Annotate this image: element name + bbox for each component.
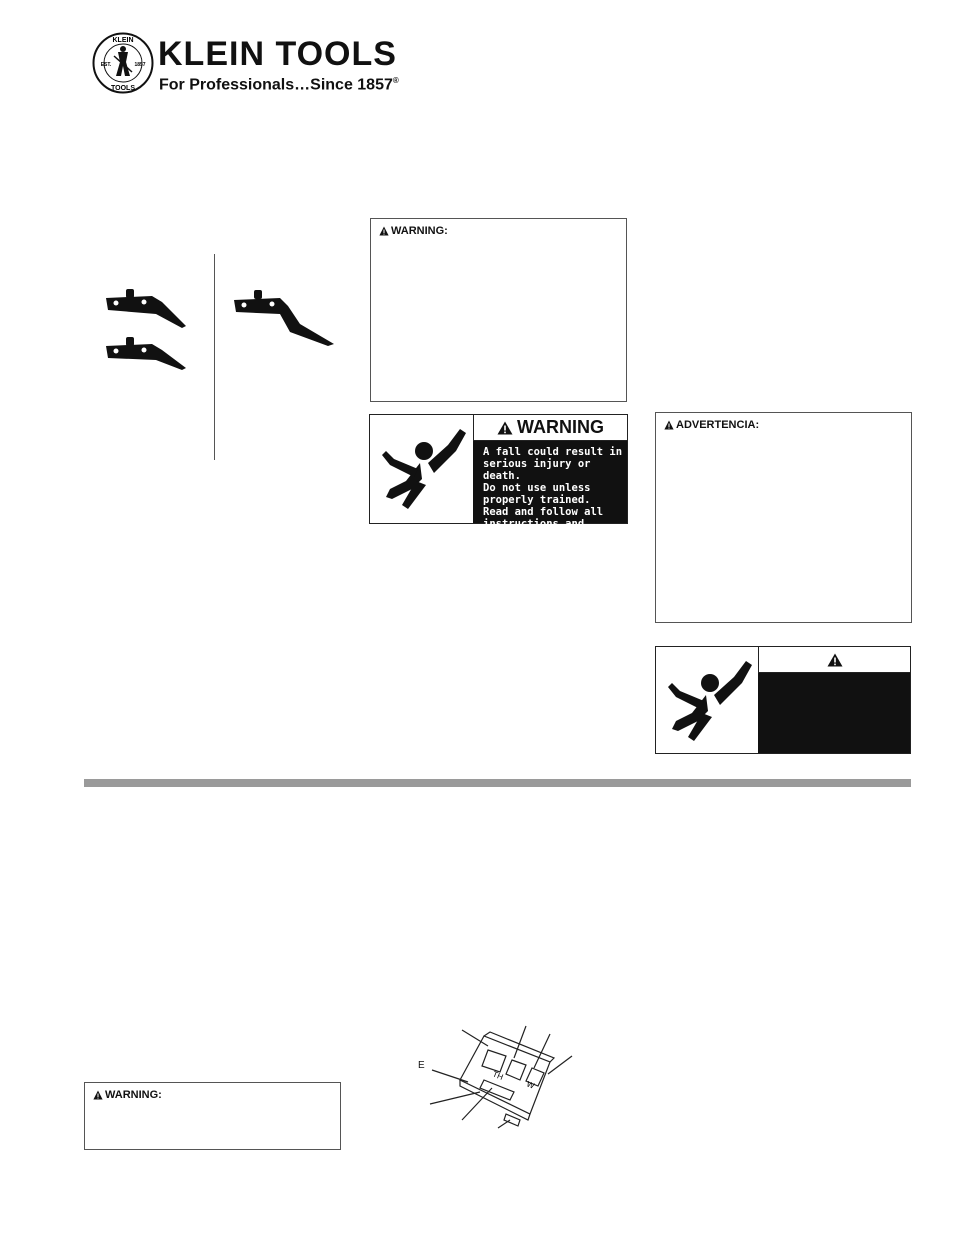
brand-tagline xyxy=(159,72,399,94)
fall-warning-line-1: A fall could result in serious injury or death. xyxy=(483,446,623,482)
gaff-illustration-long xyxy=(230,288,336,348)
section-divider xyxy=(84,779,911,787)
registered-mark: ® xyxy=(392,76,399,85)
fall-warning-panel xyxy=(473,415,627,542)
warning-box-spanish xyxy=(655,412,912,623)
warning-triangle-icon xyxy=(379,226,389,236)
warning-heading-spanish xyxy=(664,419,759,431)
warning-heading-small-text: WARNING: xyxy=(105,1089,162,1101)
seal-text-bottom: TOOLS xyxy=(111,85,135,92)
seal-text-left: EST. xyxy=(100,62,112,68)
tagline-text: For Professionals…Since 1857 xyxy=(159,76,393,94)
fall-hazard-label-spanish xyxy=(655,646,911,754)
fall-warning-line-2: Do not use unless properly trained. xyxy=(483,482,591,506)
warning-triangle-icon xyxy=(827,653,843,667)
seal-text-right: 1857 xyxy=(134,62,146,68)
fall-hazard-label-english xyxy=(369,414,628,542)
fall-warning-panel-spanish xyxy=(758,647,910,753)
fall-warning-header-spanish xyxy=(758,647,910,673)
illustration-divider xyxy=(214,254,215,460)
advertencia-heading-text: ADVERTENCIA: xyxy=(676,419,760,431)
warning-triangle-icon xyxy=(93,1090,103,1100)
gaff-illustration-short-2 xyxy=(102,336,188,374)
gaff-illustration-short-1 xyxy=(102,288,188,330)
gauge-part-diagram xyxy=(410,1022,580,1130)
warning-box-small xyxy=(84,1082,341,1150)
diagram-label-th: TH xyxy=(491,1069,505,1082)
diagram-label-e: E xyxy=(418,1060,425,1071)
warning-heading-english xyxy=(379,225,448,237)
warning-heading-small xyxy=(93,1089,162,1101)
warning-heading-text: WARNING: xyxy=(391,225,448,237)
fall-warning-heading: WARNING xyxy=(517,417,604,437)
seal-text-top: KLEIN xyxy=(112,37,134,44)
klein-tools-seal-logo xyxy=(92,32,154,94)
warning-box-english xyxy=(370,218,627,402)
brand-name: KLEIN TOOLS xyxy=(158,35,397,73)
warning-triangle-icon xyxy=(497,421,513,435)
fall-warning-header xyxy=(473,415,627,441)
falling-person-icon xyxy=(662,655,754,747)
warning-triangle-icon xyxy=(664,420,674,430)
falling-person-icon xyxy=(376,423,468,515)
fall-warning-line-3: Read and follow all instructions and warnings. xyxy=(483,506,604,542)
diagram-label-w: W xyxy=(525,1079,536,1091)
